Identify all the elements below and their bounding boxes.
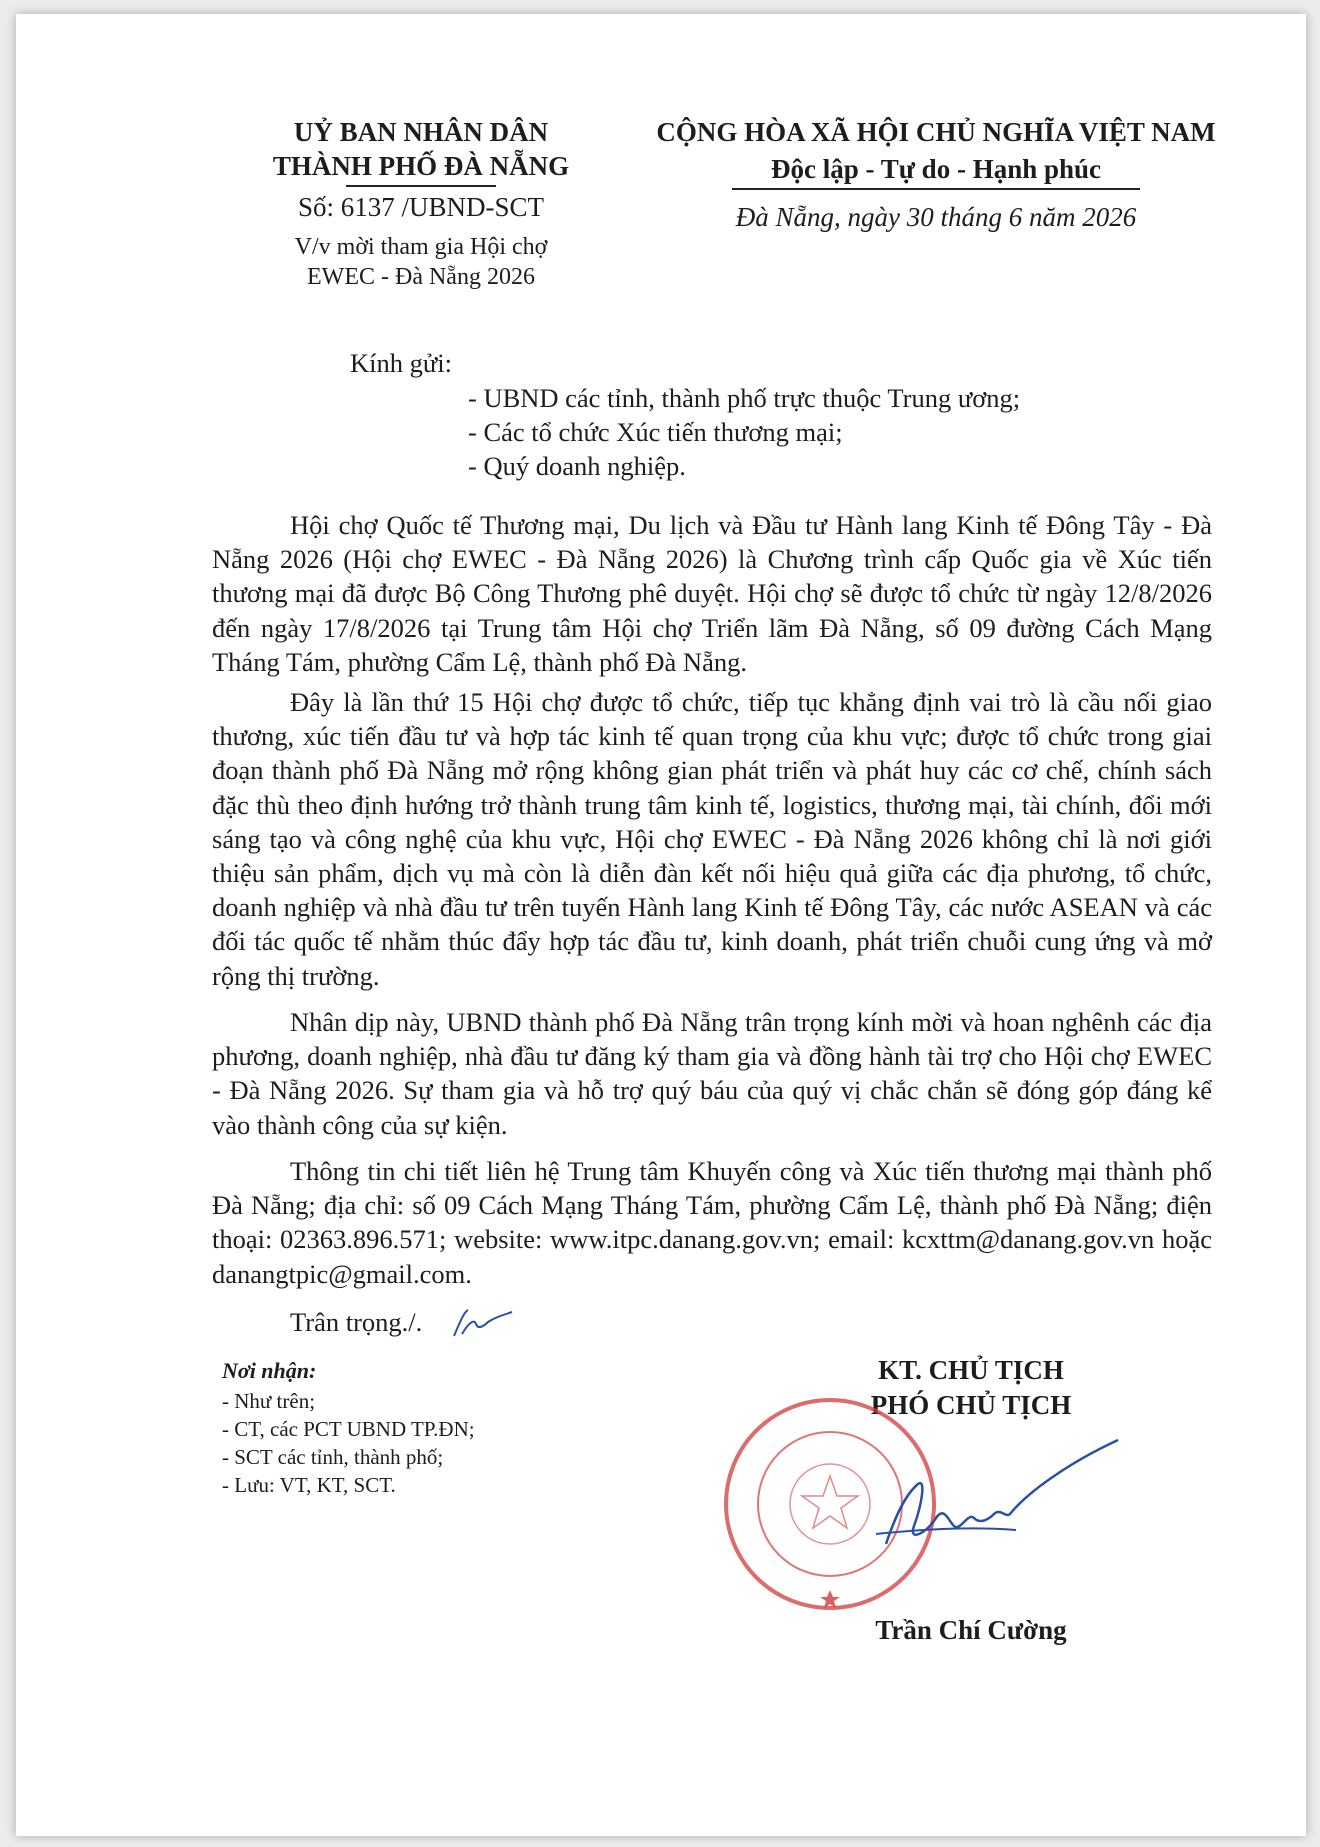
closing-remark: Trân trọng./. bbox=[290, 1307, 423, 1337]
greeting-label: Kính gửi: bbox=[350, 348, 452, 378]
signer-name: Trần Chí Cường bbox=[875, 1615, 1067, 1645]
subject-line2: EWEC - Đà Nẵng 2026 bbox=[307, 264, 535, 290]
recipient-item: - UBND các tỉnh, thành phố trực thuộc Trung ương; bbox=[468, 383, 1021, 413]
body-paragraph: Thông tin chi tiết liên hệ Trung tâm Khuyến công và Xúc tiến thương mại thành phố Đà Nẵng; địa chỉ: số 09 Cách Mạng Tháng Tám, phường Cẩm Lệ, thành phố Đà Nẵng; điện thoại: 02363.896.571; website: www.itpc.danang.gov.vn; email: kcxttm@danang.gov.vn hoặc danangtpic@gmail.com. bbox=[212, 1156, 1212, 1289]
distribution-item: - Lưu: VT, KT, SCT. bbox=[222, 1473, 396, 1497]
document-page bbox=[16, 14, 1306, 1836]
org-underline bbox=[346, 185, 496, 187]
distribution-title: Nơi nhận: bbox=[222, 1358, 317, 1383]
body-paragraph: Hội chợ Quốc tế Thương mại, Du lịch và Đầu tư Hành lang Kinh tế Đông Tây - Đà Nẵng 2026 (Hội chợ EWEC - Đà Nẵng 2026) là Chương trình cấp Quốc gia về Xúc tiến thương mại đã được Bộ Công Thương phê duyệt. Hội chợ sẽ được tổ chức từ ngày 12/8/2026 đến ngày 17/8/2026 tại Trung tâm Hội chợ Triển lãm Đà Nẵng, số 09 đường Cách Mạng Tháng Tám, phường Cẩm Lệ, thành phố Đà Nẵng. bbox=[212, 510, 1212, 677]
motto-underline bbox=[732, 188, 1140, 190]
body-paragraph: Đây là lần thứ 15 Hội chợ được tổ chức, tiếp tục khẳng định vai trò là cầu nối giao thương, xúc tiến đầu tư và hợp tác kinh tế quan trọng của khu vực; được tổ chức trong giai đoạn thành phố Đà Nẵng mở rộng không gian phát triển và phát huy các cơ chế, chính sách đặc thù theo định hướng trở thành trung tâm kinh tế, logistics, thương mại, tài chính, đổi mới sáng tạo và công nghệ của khu vực, Hội chợ EWEC - Đà Nẵng 2026 không chỉ là nơi giới thiệu sản phẩm, dịch vụ mà còn là diễn đàn kết nối hiệu quả giữa các địa phương, tổ chức, doanh nghiệp và nhà đầu tư trên tuyến Hành lang Kinh tế Đông Tây, các nước ASEAN và các đối tác quốc tế nhằm thúc đẩy hợp tác đầu tư, kinh doanh, phát triển chuỗi cung ứng và mở rộng thị trường. bbox=[212, 687, 1212, 991]
document-number: Số: 6137 /UBND-SCT bbox=[297, 192, 545, 222]
document-date: Đà Nẵng, ngày 30 tháng 6 năm 2026 bbox=[735, 202, 1137, 232]
subject-line1: V/v mời tham gia Hội chợ bbox=[294, 234, 548, 260]
org-name-line1: UỶ BAN NHÂN DÂN bbox=[293, 117, 549, 147]
distribution-item: - SCT các tỉnh, thành phố; bbox=[222, 1445, 444, 1469]
initial-mark-icon bbox=[448, 1304, 518, 1344]
nation-title: CỘNG HÒA XÃ HỘI CHỦ NGHĨA VIỆT NAM bbox=[656, 117, 1216, 147]
distribution-item: - CT, các PCT UBND TP.ĐN; bbox=[222, 1417, 475, 1441]
org-name-line2: THÀNH PHỐ ĐÀ NẴNG bbox=[272, 151, 570, 181]
signer-title-line1: KT. CHỦ TỊCH bbox=[878, 1355, 1064, 1385]
signer-title-line2: PHÓ CHỦ TỊCH bbox=[870, 1390, 1072, 1420]
body-paragraph: Nhân dịp này, UBND thành phố Đà Nẵng trân trọng kính mời và hoan nghênh các địa phương, doanh nghiệp, nhà đầu tư đăng ký tham gia và đồng hành tài trợ cho Hội chợ EWEC - Đà Nẵng 2026. Sự tham gia và hỗ trợ quý báu của quý vị chắc chắn sẽ đóng góp đáng kể vào thành công của sự kiện. bbox=[212, 1007, 1212, 1140]
recipient-item: - Các tổ chức Xúc tiến thương mại; bbox=[468, 417, 843, 447]
handwritten-signature-icon bbox=[856, 1434, 1136, 1564]
distribution-item: - Như trên; bbox=[222, 1389, 316, 1413]
recipient-item: - Quý doanh nghiệp. bbox=[468, 451, 686, 481]
nation-motto: Độc lập - Tự do - Hạnh phúc bbox=[770, 154, 1102, 184]
